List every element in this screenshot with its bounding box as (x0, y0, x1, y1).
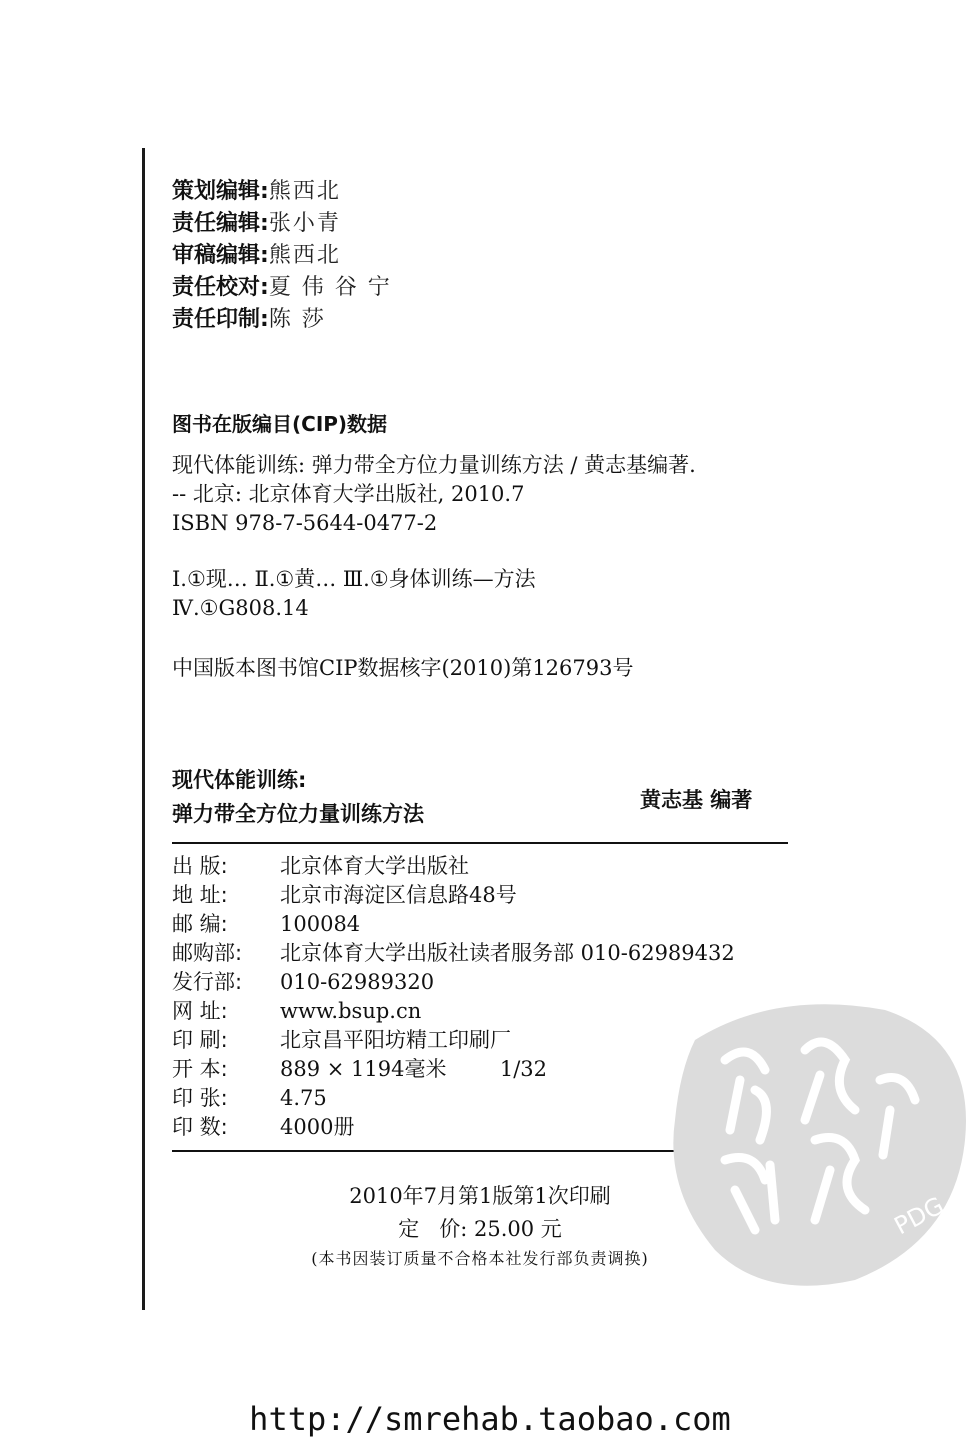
cip-classification (172, 565, 536, 623)
left-margin-rule (142, 148, 145, 1310)
credit-row: 责任编辑:张小青 (172, 211, 341, 236)
pub-row: 印 张: 4.75 (172, 1086, 327, 1110)
book-title-line2: 弹力带全方位力量训练方法 (172, 802, 424, 826)
pub-row: 邮 编: 100084 (172, 912, 361, 936)
cip-record (172, 451, 696, 538)
binding-note: (本书因装订质量不合格本社发行部负责调换) (311, 1249, 649, 1268)
pub-row: 印 数: 4000册 (172, 1115, 355, 1139)
footer-url: http://smrehab.taobao.com (249, 1400, 731, 1438)
cip-check-number: 中国版本图书馆CIP数据核字(2010)第126793号 (172, 656, 634, 680)
pub-row: 地 址: 北京市海淀区信息路48号 (172, 883, 517, 907)
book-title-line1: 现代体能训练: (172, 768, 307, 792)
cip-class-line: Ⅳ.①G808.14 (172, 596, 309, 620)
pub-row: 出 版: 北京体育大学出版社 (172, 854, 469, 878)
pdg-seal-watermark (655, 970, 980, 1300)
pub-row: 网 址: www.bsup.cn (172, 999, 422, 1023)
cip-heading: 图书在版编目(CIP)数据 (172, 412, 388, 436)
credit-row: 审稿编辑:熊西北 (172, 243, 341, 268)
pub-row: 印 刷: 北京昌平阳坊精工印刷厂 (172, 1028, 511, 1052)
svg-text:PDG: PDG (889, 1191, 949, 1241)
cip-line: ISBN 978-7-5644-0477-2 (172, 511, 438, 535)
divider-rule (172, 842, 788, 844)
publication-details (172, 852, 735, 1142)
credit-row: 策划编辑:熊西北 (172, 179, 341, 204)
edition-line: 2010年7月第1版第1次印刷 (349, 1184, 611, 1208)
book-title (172, 763, 424, 831)
credit-row: 责任印制:陈 莎 (172, 307, 326, 332)
cip-line: -- 北京: 北京体育大学出版社, 2010.7 (172, 482, 525, 506)
pub-row: 发行部: 010-62989320 (172, 970, 435, 994)
pub-row: 开 本: 889 × 1194毫米 1/32 (172, 1057, 548, 1081)
cip-class-line: Ⅰ.①现… Ⅱ.①黄… Ⅲ.①身体训练—方法 (172, 567, 536, 591)
book-author: 黄志基 编著 (640, 788, 753, 812)
editorial-credits (172, 176, 392, 336)
credit-row: 责任校对:夏 伟 谷 宁 (172, 275, 392, 300)
price-line: 定 价: 25.00 元 (398, 1217, 562, 1241)
cip-line: 现代体能训练: 弹力带全方位力量训练方法 / 黄志基编著. (172, 453, 696, 477)
pub-row: 邮购部: 北京体育大学出版社读者服务部 010-62989432 (172, 941, 735, 965)
